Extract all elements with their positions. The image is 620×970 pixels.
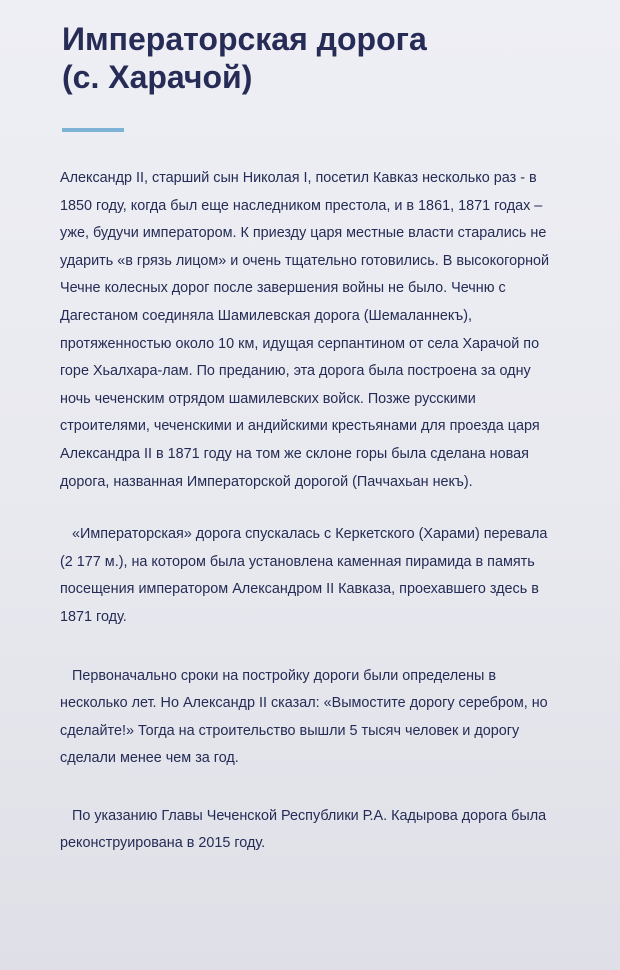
text-line: протяженностью около 10 км, идущая серпантином от села Харачой по bbox=[60, 335, 540, 352]
text-line: несколько лет. Но Александр II сказал: «Вымостите дорогу серебром, но bbox=[60, 695, 548, 712]
text-line: (2 177 м.), на котором была установлена каменная пирамида в память bbox=[60, 553, 535, 570]
title-accent-bar bbox=[62, 128, 124, 132]
article-body bbox=[60, 165, 595, 858]
title-line-2: (с. Харачой) bbox=[62, 59, 253, 95]
text-line: уже, будучи императором. К приезду царя местные власти старались не bbox=[60, 225, 547, 242]
text-line: дорога, названная Императорской дорогой (Паччахьан некъ). bbox=[60, 473, 473, 490]
text-line: Александр II, старший сын Николая I, посетил Кавказ несколько раз - в bbox=[60, 170, 537, 186]
page-title bbox=[62, 20, 582, 96]
paragraph-history bbox=[60, 165, 595, 496]
text-line: «Императорская» дорога спускалась с Керкетского (Харами) перевала bbox=[72, 526, 548, 543]
text-line: ударить «в грязь лицом» и очень тщательно готовились. В высокогорной bbox=[60, 252, 550, 269]
paragraph-construction bbox=[60, 663, 595, 773]
text-line: ночь чеченским отрядом шамилевских войск. Позже русскими bbox=[60, 390, 476, 407]
text-line: сделайте!» Тогда на строительство вышли 5 тысяч человек и дорогу bbox=[60, 722, 520, 739]
text-line: Чечне колесных дорог после завершения войны не было. Чечню с bbox=[60, 280, 506, 297]
text-line: посещения императором Александром II Кавказа, проехавшего здесь в bbox=[60, 581, 539, 598]
paragraph-reconstruction bbox=[60, 803, 595, 858]
text-line: Александра II в 1871 году на том же склоне горы была сделана новая bbox=[60, 445, 529, 462]
text-line: реконструирована в 2015 году. bbox=[60, 835, 266, 852]
text-line: По указанию Главы Чеченской Республики Р.А. Кадырова дорога была bbox=[72, 807, 547, 824]
title-line-1: Императорская дорога bbox=[62, 21, 427, 57]
text-line: 1871 году. bbox=[60, 608, 127, 625]
text-line: сделали менее чем за год. bbox=[60, 750, 239, 767]
text-line: строителями, чеченскими и андийскими крестьянами для проезда царя bbox=[60, 418, 540, 435]
text-line: горе Хьалхара-лам. По преданию, эта дорога была построена за одну bbox=[60, 363, 531, 380]
paragraph-pass bbox=[60, 521, 595, 631]
text-line: 1850 году, когда был еще наследником престола, и в 1861, 1871 годах – bbox=[60, 197, 543, 214]
text-line: Дагестаном соединяла Шамилевская дорога (Шемаланнекъ), bbox=[60, 307, 472, 324]
text-line: Первоначально сроки на постройку дороги были определены в bbox=[72, 667, 497, 684]
